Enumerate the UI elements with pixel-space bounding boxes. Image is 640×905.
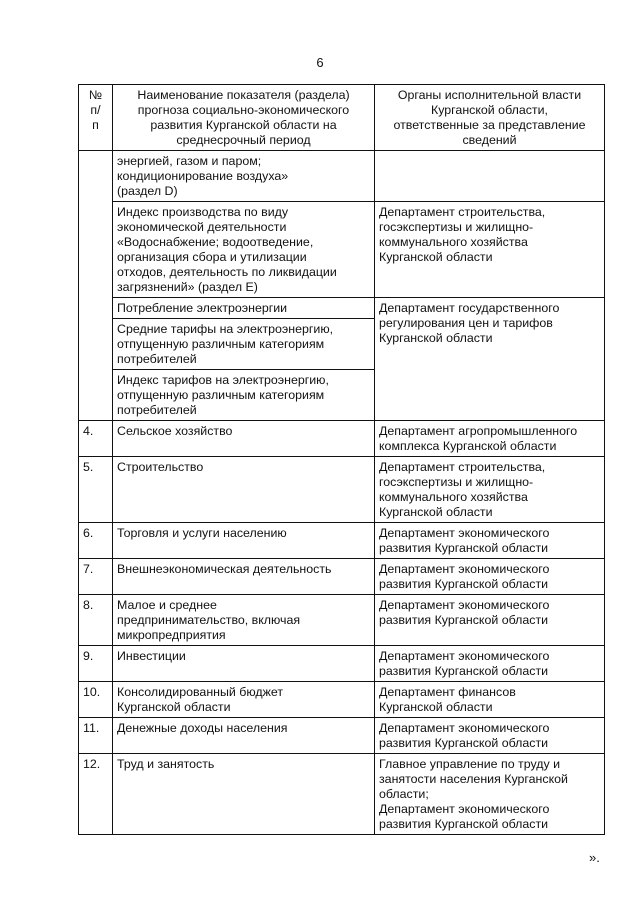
row-num-cell: 6. <box>79 523 113 559</box>
row-name-cell: Индекс тарифов на электроэнергию, отпущенную различным категориям потребителей <box>113 370 375 421</box>
row-org-cell: Департамент экономического развития Курганской области <box>375 718 605 754</box>
table-row <box>79 559 605 595</box>
row-name-cell: Средние тарифы на электроэнергию, отпущенную различным категориям потребителей <box>113 319 375 370</box>
table-row <box>79 202 605 298</box>
row-org-cell: Департамент агропромышленного комплекса Курганской области <box>375 421 605 457</box>
table-row <box>79 595 605 646</box>
row-name-cell: Индекс производства по виду экономической деятельности «Водоснабжение; водоотведение, организация сбора и утилизации отходов, деятельность по ликвидации загрязнений» (раздел E) <box>113 202 375 298</box>
row-name-cell: Инвестиции <box>113 646 375 682</box>
row-num-cell: 5. <box>79 457 113 523</box>
table-row <box>79 754 605 835</box>
row-name-cell: Внешнеэкономическая деятельность <box>113 559 375 595</box>
row-num-cell: 12. <box>79 754 113 835</box>
row-org-cell: Департамент государственного регулирования цен и тарифов Курганской области <box>375 298 605 421</box>
row-num-cell: 9. <box>79 646 113 682</box>
row-org-cell: Департамент экономического развития Курганской области <box>375 595 605 646</box>
row-num-cell: 4. <box>79 421 113 457</box>
row-name-cell: Потребление электроэнергии <box>113 298 375 319</box>
table-row <box>79 457 605 523</box>
table-row <box>79 421 605 457</box>
row-num-cell: 11. <box>79 718 113 754</box>
row-num-cell: 7. <box>79 559 113 595</box>
row-name-cell: Денежные доходы населения <box>113 718 375 754</box>
row-org-cell: Департамент экономического развития Курганской области <box>375 646 605 682</box>
header-num: № п/ п <box>79 85 113 151</box>
table-row <box>79 298 605 319</box>
row-org-cell: Главное управление по труду и занятости населения Курганской области; Департамент экономического развития Курганской области <box>375 754 605 835</box>
row-num-cell-continued <box>79 151 113 421</box>
table-row <box>79 682 605 718</box>
row-num-cell: 8. <box>79 595 113 646</box>
row-num-cell: 10. <box>79 682 113 718</box>
row-org-cell <box>375 151 605 202</box>
row-org-cell: Департамент строительства, госэкспертизы и жилищно- коммунального хозяйства Курганской области <box>375 457 605 523</box>
row-org-cell: Департамент экономического развития Курганской области <box>375 559 605 595</box>
table-row <box>79 646 605 682</box>
table-row <box>79 718 605 754</box>
row-org-cell: Департамент экономического развития Курганской области <box>375 523 605 559</box>
row-org-cell: Департамент строительства, госэкспертизы и жилищно- коммунального хозяйства Курганской области <box>375 202 605 298</box>
header-indicator-name: Наименование показателя (раздела) прогноза социально-экономического развития Курганской области на среднесрочный период <box>113 85 375 151</box>
closing-quote-mark: ». <box>589 850 600 865</box>
page-number: 6 <box>316 55 324 70</box>
row-name-cell: Торговля и услуги населению <box>113 523 375 559</box>
header-responsible-org: Органы исполнительной власти Курганской области, ответственные за представление сведений <box>375 85 605 151</box>
row-name-cell: Консолидированный бюджет Курганской области <box>113 682 375 718</box>
row-org-cell: Департамент финансов Курганской области <box>375 682 605 718</box>
row-name-cell: Труд и занятость <box>113 754 375 835</box>
row-name-cell: Малое и среднее предпринимательство, включая микропредприятия <box>113 595 375 646</box>
table-row <box>79 151 605 202</box>
row-name-cell: Сельское хозяйство <box>113 421 375 457</box>
row-name-cell: энергией, газом и паром; кондиционирование воздуха» (раздел D) <box>113 151 375 202</box>
table-row <box>79 523 605 559</box>
table-header-row <box>79 85 605 151</box>
indicators-table <box>78 84 605 835</box>
row-name-cell: Строительство <box>113 457 375 523</box>
